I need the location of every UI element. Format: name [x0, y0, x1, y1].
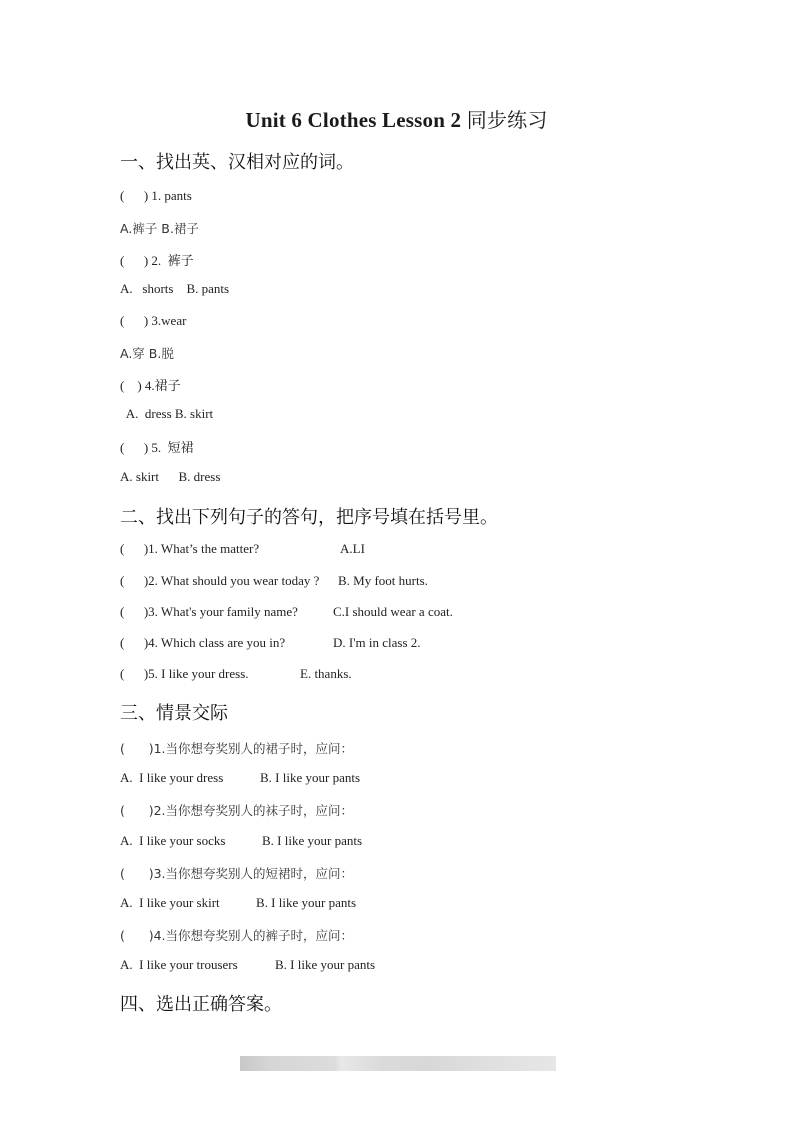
section-1-heading: 一、找出英、汉相对应的词。 — [120, 152, 354, 173]
s2-item-2 — [120, 573, 428, 589]
s1-q3-options: A.穿 B.脱 — [120, 346, 174, 361]
page-title-chinese: 同步练习 — [466, 108, 548, 132]
s2-item-3 — [120, 604, 453, 620]
s2-question-3: ( )3. What's your family name? — [120, 604, 298, 619]
s2-item-4 — [120, 635, 421, 651]
s1-q4-stem: ( ) 4.裙子 — [120, 378, 181, 393]
s3-q4-option-a: A. I like your trousers — [120, 957, 238, 972]
s3-q4-stem: ( )4.当你想夸奖别人的裤子时，应问： — [120, 928, 354, 943]
s2-answer-d: D. I'm in class 2. — [333, 635, 421, 650]
s1-q1-options: A.裤子 B.裙子 — [120, 221, 199, 236]
page-title-english: Unit 6 Clothes Lesson 2 — [245, 108, 467, 132]
s3-q2-options — [120, 833, 362, 849]
s2-answer-a: A.LI — [340, 541, 365, 556]
section-4-heading: 四、选出正确答案。 — [120, 994, 282, 1015]
section-3-heading: 三、情景交际 — [120, 703, 228, 724]
s2-answer-b: B. My foot hurts. — [338, 573, 428, 588]
s3-q2-option-b: B. I like your pants — [262, 833, 363, 848]
s3-q1-option-b: B. I like your pants — [260, 770, 361, 785]
s2-answer-e: E. thanks. — [300, 666, 352, 681]
s3-q4-option-b: B. I like your pants — [275, 957, 376, 972]
s3-q3-options — [120, 895, 356, 911]
s1-q2-stem: ( ) 2. 裤子 — [120, 253, 194, 268]
s3-q2-stem: ( )2.当你想夸奖别人的袜子时，应问： — [120, 803, 354, 818]
s3-q3-option-a: A. I like your skirt — [120, 895, 220, 910]
s3-q3-option-b: B. I like your pants — [256, 895, 357, 910]
s2-item-5 — [120, 666, 352, 682]
s1-q3-stem: ( ) 3.wear — [120, 313, 187, 328]
s3-q2-option-a: A. I like your socks — [120, 833, 226, 848]
section-2-heading: 二、找出下列句子的答句，把序号填在括号里。 — [120, 507, 498, 528]
s1-q5-options: A. skirt B. dress — [120, 469, 221, 484]
s1-q4-options: A. dress B. skirt — [120, 406, 214, 421]
s1-q5-stem: ( ) 5. 短裙 — [120, 440, 194, 455]
s2-question-1: ( )1. What’s the matter? — [120, 541, 260, 556]
s2-item-1 — [120, 541, 365, 557]
s3-q1-options — [120, 770, 360, 786]
s2-question-5: ( )5. I like your dress. — [120, 666, 249, 681]
s1-q2-options: A. shorts B. pants — [120, 281, 230, 296]
s2-question-2: ( )2. What should you wear today ? — [120, 573, 320, 588]
s3-q3-stem: ( )3.当你想夸奖别人的短裙时，应问： — [120, 866, 354, 881]
redacted-footer-bar — [240, 1056, 556, 1071]
s2-question-4: ( )4. Which class are you in? — [120, 635, 286, 650]
s2-answer-c: C.I should wear a coat. — [333, 604, 453, 619]
s3-q1-option-a: A. I like your dress — [120, 770, 224, 785]
s1-q1-stem: ( ) 1. pants — [120, 188, 192, 203]
s3-q4-options — [120, 957, 375, 973]
page-title — [0, 104, 793, 133]
s3-q1-stem: ( )1.当你想夸奖别人的裙子时，应问： — [120, 741, 354, 756]
